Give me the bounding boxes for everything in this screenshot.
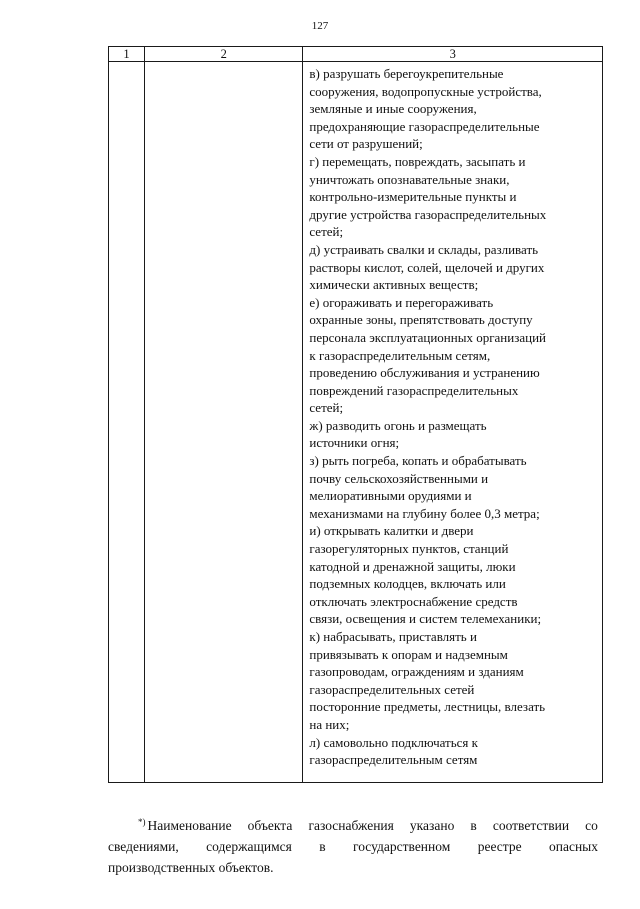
footnote-line-3: производственных объектов. xyxy=(108,860,274,875)
text-line: проведению обслуживания и устранению xyxy=(309,365,540,381)
text-line: газорегуляторных пунктов, станций xyxy=(309,541,509,557)
text-line: растворы кислот, солей, щелочей и других xyxy=(309,259,545,275)
text-line: почву сельскохозяйственными и xyxy=(309,470,489,486)
footnote-word: объекта xyxy=(247,818,293,833)
text-line: з) рыть погреба, копать и обрабатывать xyxy=(309,453,527,469)
text-line: мелиоративными орудиями и xyxy=(309,488,472,504)
text-line: л) самовольно подключаться к xyxy=(309,734,478,750)
text-line: газораспределительных сетей xyxy=(309,681,475,697)
text-line: сетей; xyxy=(309,224,344,240)
text-line: другие устройства газораспределительных xyxy=(309,206,547,222)
footnote-word: со xyxy=(585,818,598,833)
text-line: и) открывать калитки и двери xyxy=(309,523,474,539)
text-line: г) перемещать, повреждать, засыпать и xyxy=(309,153,526,169)
text-line: земляные и иные сооружения, xyxy=(309,101,477,117)
footnote-word: в xyxy=(319,839,326,854)
text-line: сети от разрушений; xyxy=(309,136,423,152)
footnote-line-1 xyxy=(108,815,598,836)
footnote-word: содержащимся xyxy=(206,839,292,854)
text-line: газопроводам, ограждениям и зданиям xyxy=(309,664,524,680)
footnote-word: реестре xyxy=(477,839,522,854)
footnote-word: государственном xyxy=(353,839,451,854)
text-line: сооружения, водопропускные устройства, xyxy=(309,83,542,99)
text-line: источники огня; xyxy=(309,435,400,451)
text-line: к) набрасывать, приставлять и xyxy=(309,629,477,644)
page-number: 127 xyxy=(311,20,329,32)
footnote-word: газоснабжения xyxy=(308,818,394,833)
document-table xyxy=(108,46,603,783)
text-line: привязывать к опорам и надземным xyxy=(309,646,508,662)
table-cell-col2 xyxy=(145,62,303,783)
footnote-word: *) Наименование xyxy=(138,817,232,833)
column-header-3: 3 xyxy=(303,47,603,62)
text-line: персонала эксплуатационных организаций xyxy=(309,329,546,345)
text-line: связи, освещения и систем телемеханики; xyxy=(309,611,542,627)
table-cell-col3 xyxy=(303,62,603,783)
text-line: химически активных веществ; xyxy=(309,277,479,293)
footnote-word: указано xyxy=(409,818,455,833)
table-header-row xyxy=(109,47,603,62)
footnote-word: сведениями, xyxy=(108,839,179,854)
table-row xyxy=(109,62,603,783)
column-header-2: 2 xyxy=(145,47,303,62)
footnote-word: в xyxy=(470,818,477,833)
text-line: подземных колодцев, включать или xyxy=(309,576,506,592)
text-line: в) разрушать берегоукрепительные xyxy=(309,66,504,81)
text-line: предохраняющие газораспределительные xyxy=(309,118,540,134)
footnote-word: опасных xyxy=(548,839,598,854)
text-line: д) устраивать свалки и склады, разливать xyxy=(309,241,539,257)
footnote-marker: *) xyxy=(138,817,146,827)
footnote-word: соответствии xyxy=(492,818,570,833)
footnote-line-2 xyxy=(108,836,598,857)
text-line: ж) разводить огонь и размещать xyxy=(309,417,487,433)
text-line: механизмами на глубину более 0,3 метра; xyxy=(309,505,540,521)
text-line: отключать электроснабжение средств xyxy=(309,593,518,609)
text-line: повреждений газораспределительных xyxy=(309,382,519,398)
text-line: газораспределительным сетям xyxy=(309,752,478,768)
text-line: уничтожать опознавательные знаки, xyxy=(309,171,510,187)
text-line: на них; xyxy=(309,716,350,732)
text-line: к газораспределительным сетям, xyxy=(309,347,491,363)
column-header-1: 1 xyxy=(109,47,145,62)
text-line: катодной и дренажной защиты, люки xyxy=(309,558,516,574)
text-line: охранные зоны, препятствовать доступу xyxy=(309,312,533,328)
footnote xyxy=(108,815,598,878)
text-line: е) огораживать и перегораживать xyxy=(309,294,494,310)
table-cell-col1 xyxy=(109,62,145,783)
text-line: контрольно-измерительные пункты и xyxy=(309,189,517,205)
text-line: посторонние предметы, лестницы, влезать xyxy=(309,699,546,715)
text-line: сетей; xyxy=(309,400,344,416)
